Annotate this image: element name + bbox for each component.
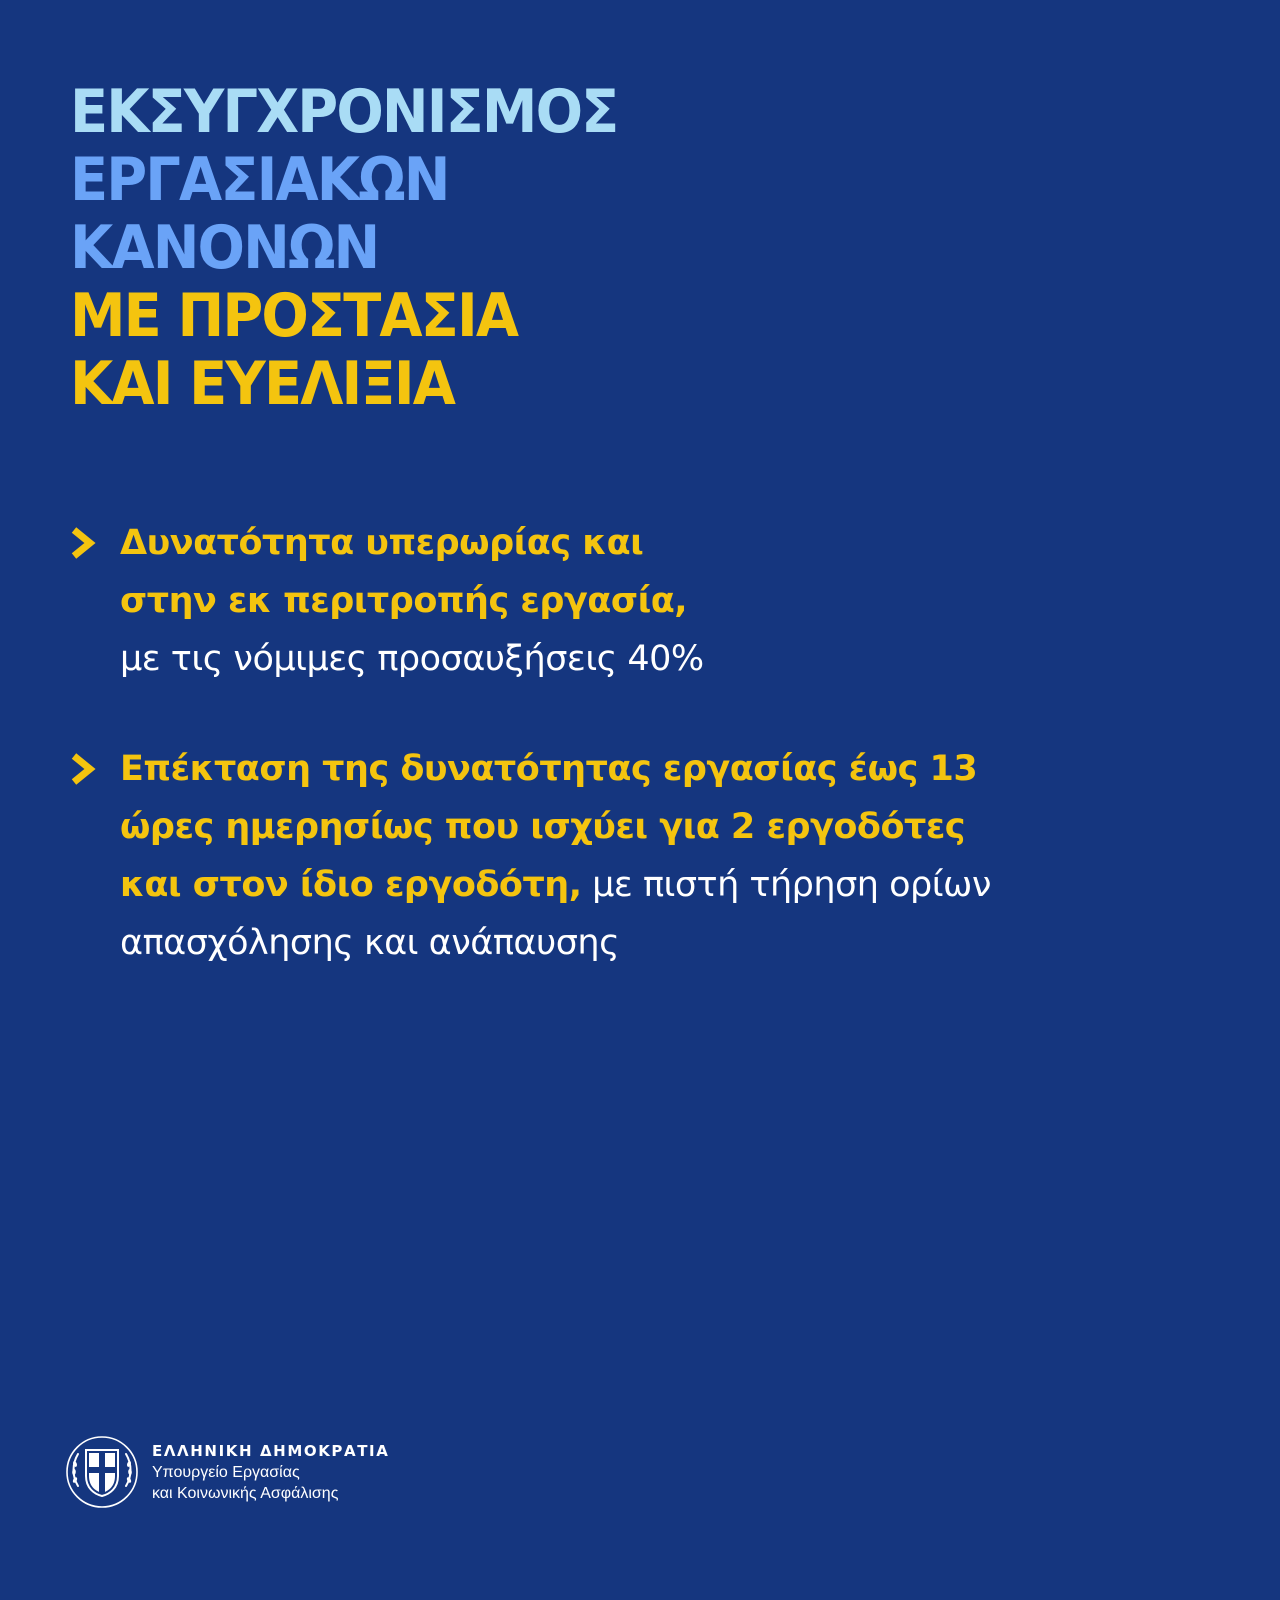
bullet-2-strong-line-2: ώρες ημερησίως που ισχύει για 2 εργοδότες <box>120 807 966 847</box>
bullet-item-extension <box>68 740 1208 972</box>
bullet-1-normal-text: με τις νόμιμες προσαυξήσεις 40% <box>120 639 704 679</box>
bullet-2-normal-line-4: απασχόλησης και ανάπαυσης <box>120 923 620 963</box>
headline-line-2: ΕΡΓΑΣΙΑΚΩΝ <box>70 145 449 215</box>
headline-line-5: ΚΑΙ ΕΥΕΛΙΞΙΑ <box>70 349 455 419</box>
bullet-2-normal-line-3: με πιστή τήρηση ορίων <box>581 865 991 905</box>
headline-line-4: ΜΕ ΠΡΟΣΤΑΣΙΑ <box>70 281 518 351</box>
bullet-item-overtime <box>68 514 1208 688</box>
footer-subtitle-line-2: και Κοινωνικής Ασφάλισης <box>152 1485 339 1502</box>
headline-line-3: ΚΑΝΟΝΩΝ <box>70 213 379 283</box>
bullet-1-strong-line-2: στην εκ περιτροπής εργασία, <box>120 581 688 621</box>
headline <box>70 78 617 418</box>
bullet-list <box>68 514 1208 1024</box>
chevron-right-icon <box>68 752 98 786</box>
bullet-2-strong-line-1: Επέκταση της δυνατότητας εργασίας έως 13 <box>120 749 978 789</box>
footer-title: ΕΛΛΗΝΙΚΗ ΔΗΜΟΚΡΑΤΙΑ <box>152 1442 390 1460</box>
headline-line-1: ΕΚΣΥΓΧΡΟΝΙΣΜΟΣ <box>70 77 618 147</box>
bullet-2-strong-line-3: και στον ίδιο εργοδότη, <box>120 865 582 905</box>
chevron-right-icon <box>68 526 98 560</box>
ministry-text <box>152 1440 389 1504</box>
greek-coat-of-arms-icon <box>64 1434 140 1510</box>
ministry-signature <box>64 1434 389 1510</box>
footer-subtitle-line-1: Υπουργείο Εργασίας <box>152 1464 300 1481</box>
bullet-1-strong-line-1: Δυνατότητα υπερωρίας και <box>120 523 644 563</box>
